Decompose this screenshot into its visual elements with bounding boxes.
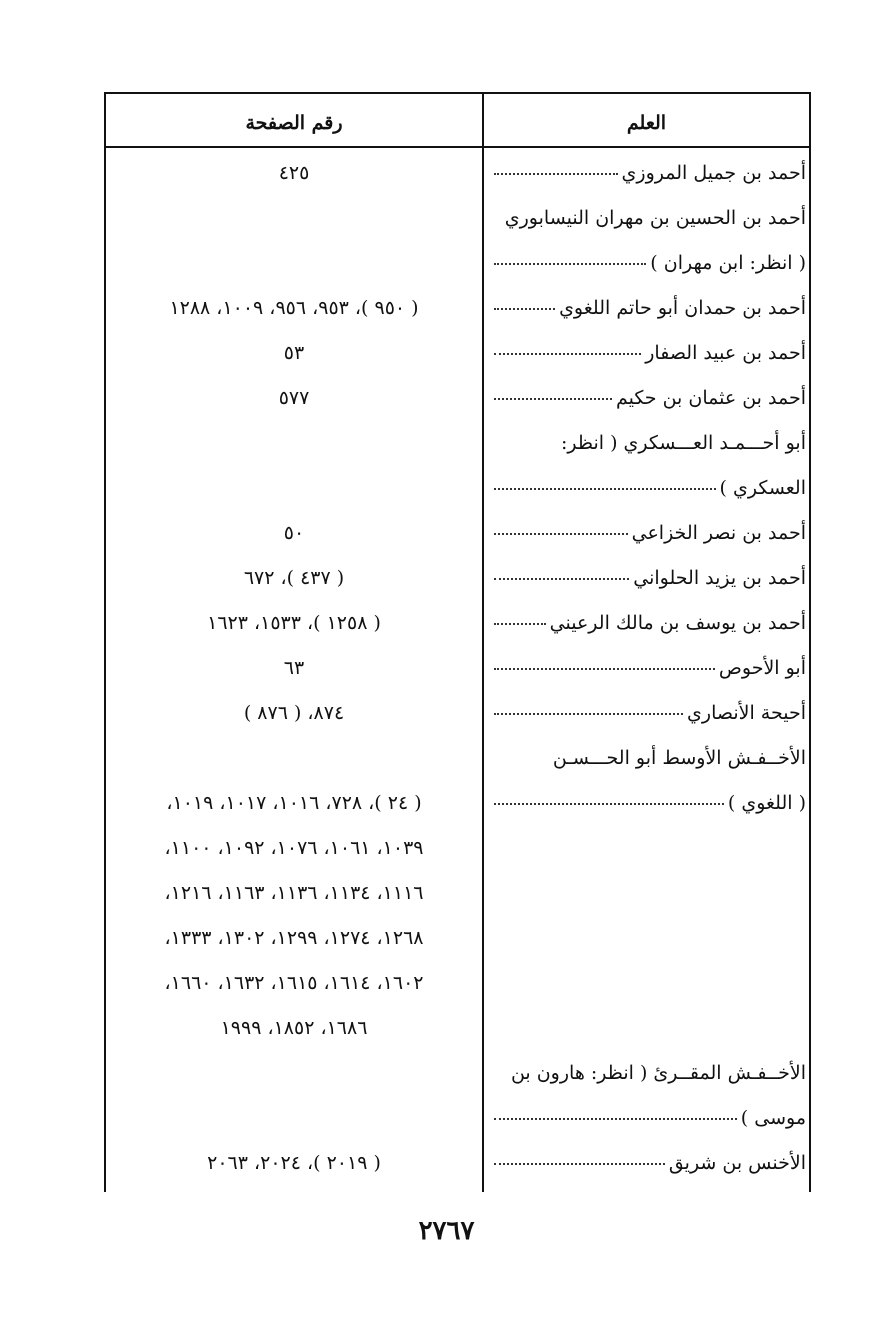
page-number: ٢٧٦٧ xyxy=(418,1216,475,1246)
entry-name xyxy=(488,738,806,778)
table-row xyxy=(0,963,893,1003)
entry-name xyxy=(488,603,806,643)
entry-name-text: الأخــفـش المقــرئ ( انظر: هارون بن xyxy=(510,1062,806,1084)
table-row xyxy=(0,468,893,508)
leader-dots xyxy=(494,668,715,670)
entry-name-text: أحمد بن يوسف بن مالك الرعيني xyxy=(549,612,806,634)
table-row xyxy=(0,1008,893,1048)
entry-pages: ١١١٦، ١١٣٤، ١١٣٦، ١١٦٣، ١٢١٦، xyxy=(164,882,424,904)
entry-name-text: ( اللغوي ) xyxy=(727,792,806,814)
entry-pages: ٥٠ xyxy=(283,522,305,544)
entry-name-text: أحمد بن حمدان أبو حاتم اللغوي xyxy=(559,297,806,319)
leader-dots xyxy=(494,713,683,715)
table-row xyxy=(0,1098,893,1138)
entry-name xyxy=(488,693,806,733)
entry-pages: ( ٢٤ )، ٧٢٨، ١٠١٦، ١٠١٧، ١٠١٩، xyxy=(166,792,422,814)
entry-name xyxy=(488,1098,806,1138)
entry-pages: ( ١٢٥٨ )، ١٥٣٣، ١٦٢٣ xyxy=(207,612,381,634)
table-row xyxy=(0,828,893,868)
leader-dots xyxy=(494,398,612,400)
table-top-border xyxy=(104,92,811,94)
table-row xyxy=(0,1053,893,1093)
leader-dots xyxy=(494,623,546,625)
entry-name xyxy=(488,423,806,463)
entry-name xyxy=(488,198,806,238)
leader-dots xyxy=(494,353,641,355)
table-row xyxy=(0,243,893,283)
entry-pages: ٥٧٧ xyxy=(278,387,310,409)
entry-name xyxy=(488,558,806,598)
entry-name xyxy=(488,153,806,193)
entry-name xyxy=(488,513,806,553)
table-row xyxy=(0,693,893,733)
table-row xyxy=(0,738,893,778)
leader-dots xyxy=(494,533,628,535)
entry-pages: ( ٢٠١٩ )، ٢٠٢٤، ٢٠٦٣ xyxy=(207,1152,381,1174)
table-row xyxy=(0,918,893,958)
entry-name-text: الأخــفـش الأوسط أبو الحـــسـن xyxy=(552,747,806,769)
entry-name-text: أحمد بن جميل المروزي xyxy=(621,162,806,184)
entry-name xyxy=(488,378,806,418)
leader-dots xyxy=(494,1163,665,1165)
table-row xyxy=(0,603,893,643)
entry-name xyxy=(488,468,806,508)
entry-pages: ١٠٣٩، ١٠٦١، ١٠٧٦، ١٠٩٢، ١١٠٠، xyxy=(164,837,424,859)
entry-name xyxy=(488,1143,806,1183)
entry-name-text: أحمد بن نصر الخزاعي xyxy=(631,522,806,544)
leader-dots xyxy=(494,803,724,805)
table-row xyxy=(0,1143,893,1183)
table-row xyxy=(0,873,893,913)
leader-dots xyxy=(494,308,555,310)
table-row xyxy=(0,378,893,418)
entry-name-text: الأخنس بن شريق xyxy=(668,1152,806,1174)
entry-pages: ٤٢٥ xyxy=(278,162,310,184)
table-row xyxy=(0,648,893,688)
entry-name-text: العسكري ) xyxy=(719,477,806,499)
table-row xyxy=(0,783,893,823)
entry-name-text: موسى ) xyxy=(740,1107,806,1129)
entry-name-text: أبو أحـــمـد العـــسكري ( انظر: xyxy=(561,432,806,454)
table-row xyxy=(0,153,893,193)
entry-pages: ١٢٦٨، ١٢٧٤، ١٢٩٩، ١٣٠٢، ١٣٣٣، xyxy=(164,927,424,949)
table-row xyxy=(0,333,893,373)
leader-dots xyxy=(494,1118,737,1120)
entry-name-text: أحمد بن عبيد الصفار xyxy=(645,342,806,364)
entry-name xyxy=(488,243,806,283)
header-divider xyxy=(104,146,811,148)
entry-pages: ٦٣ xyxy=(283,657,305,679)
entry-name-text: أبو الأحوص xyxy=(718,657,806,679)
table-row xyxy=(0,198,893,238)
table-row xyxy=(0,423,893,463)
entry-pages: ( ٤٣٧ )، ٦٧٢ xyxy=(243,567,345,589)
entry-name xyxy=(488,288,806,328)
entry-name xyxy=(488,1053,806,1093)
entry-name-text: ( انظر: ابن مهران ) xyxy=(650,252,806,274)
leader-dots xyxy=(494,263,646,265)
entry-name-text: أحمد بن الحسين بن مهران النيسابوري xyxy=(504,207,806,229)
entry-name-text: أحمد بن يزيد الحلواني xyxy=(633,567,806,589)
table-row xyxy=(0,558,893,598)
entry-name-text: أحمد بن عثمان بن حكيم xyxy=(615,387,806,409)
leader-dots xyxy=(494,173,618,175)
entry-pages: ٨٧٤، ( ٨٧٦ ) xyxy=(243,702,345,724)
table-row xyxy=(0,513,893,553)
entry-name xyxy=(488,783,806,823)
table-row xyxy=(0,288,893,328)
column-header-pages: رقم الصفحة xyxy=(245,112,343,134)
entry-name xyxy=(488,333,806,373)
leader-dots xyxy=(494,488,716,490)
entry-name-text: أحيحة الأنصاري xyxy=(687,702,806,724)
leader-dots xyxy=(494,578,629,580)
entry-name xyxy=(488,648,806,688)
entry-pages: ١٦٨٦، ١٨٥٢، ١٩٩٩ xyxy=(220,1017,368,1039)
entry-pages: ١٦٠٢، ١٦١٤، ١٦١٥، ١٦٣٢، ١٦٦٠، xyxy=(164,972,424,994)
entry-pages: ٥٣ xyxy=(283,342,305,364)
column-header-name: العلم xyxy=(626,112,667,134)
entry-pages: ( ٩٥٠ )، ٩٥٣، ٩٥٦، ١٠٠٩، ١٢٨٨ xyxy=(169,297,419,319)
